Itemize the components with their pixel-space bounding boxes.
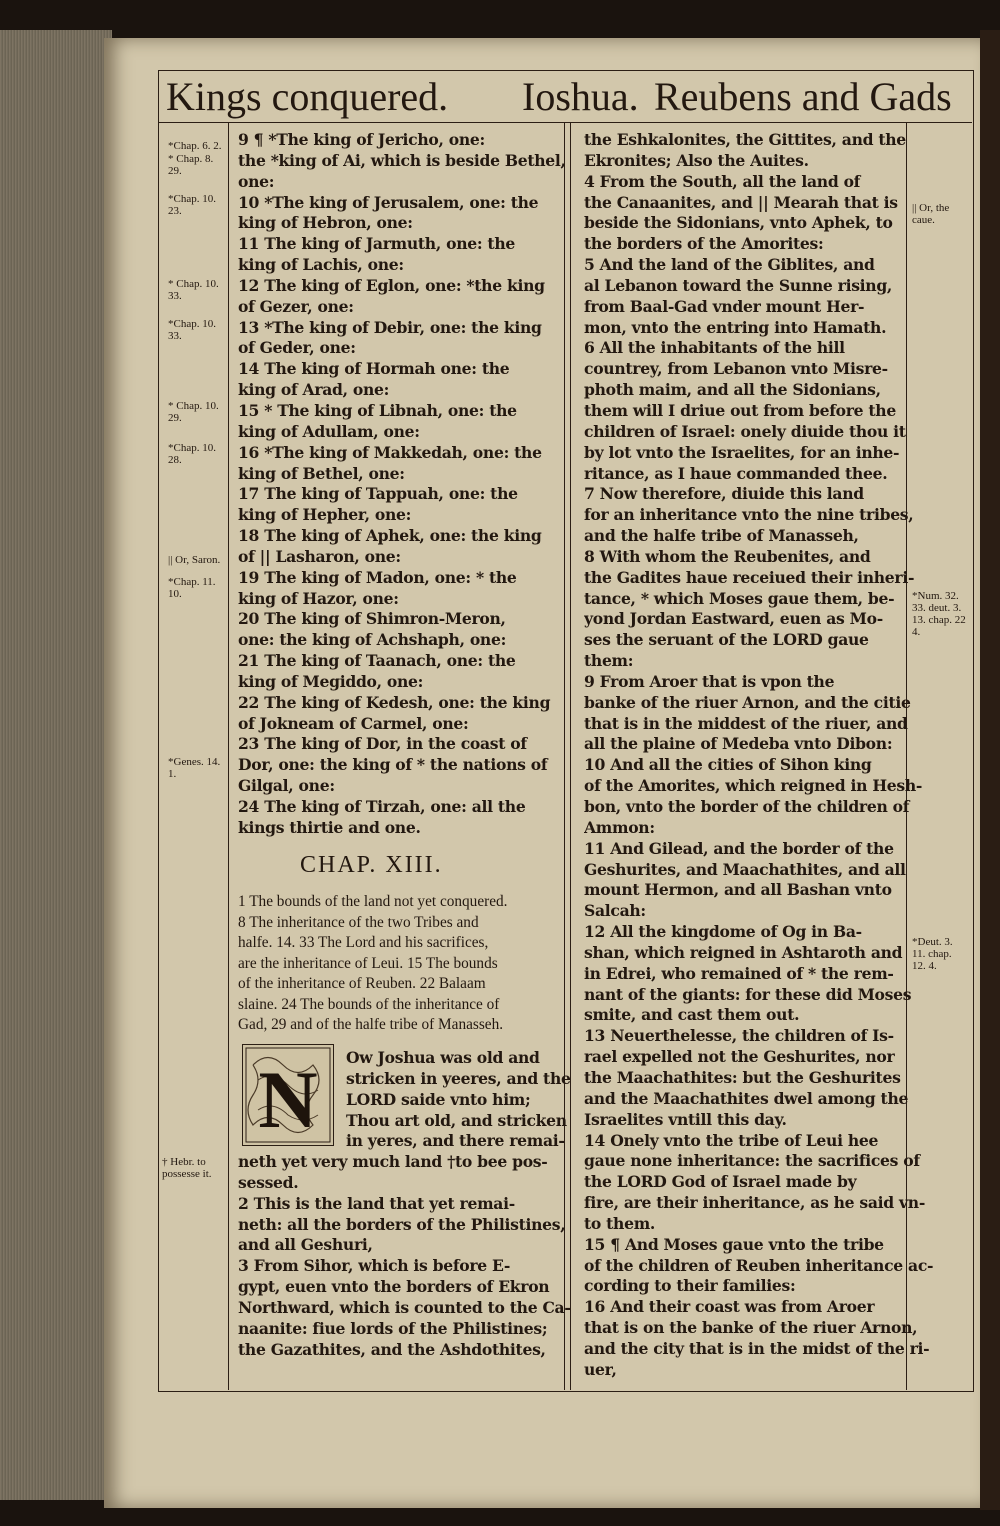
running-header	[166, 72, 976, 122]
verse-line: 16 *The king of Makkedah, one: the	[238, 442, 542, 462]
verse-line: in Edrei, who remained of * the rem-	[584, 963, 894, 983]
verse-line: one:	[238, 171, 275, 191]
margin-note-line: † Hebr. to	[162, 1156, 206, 1168]
verse-line: of Geder, one:	[238, 338, 356, 358]
verse-line: Israelites vntill this day.	[584, 1109, 787, 1129]
verse-line: 7 Now therefore, diuide this land	[584, 484, 864, 504]
verse-line: and all Geshuri,	[238, 1235, 373, 1255]
verse-line: 17 The king of Tappuah, one: the	[238, 484, 518, 504]
verse-line: mon, vnto the entring into Hamath.	[584, 317, 887, 337]
verse-line: 13 Neuerthelesse, the children of Is-	[584, 1026, 894, 1046]
verse-line: in yeres, and there remai-	[346, 1131, 565, 1151]
verse-line: mount Hermon, and all Bashan vnto	[584, 880, 892, 900]
verse-line: from Baal-Gad vnder mount Her-	[584, 296, 865, 316]
verse-line: 22 The king of Kedesh, one: the king	[238, 692, 551, 712]
verse-line: 14 The king of Hormah one: the	[238, 359, 510, 379]
margin-note-line: *Num. 32.	[912, 590, 959, 602]
verse-line: of Gezer, one:	[238, 296, 354, 316]
initial-ornament-icon	[243, 1045, 333, 1145]
verse-line: 20 The king of Shimron-Meron,	[238, 609, 506, 629]
verse-line: 24 The king of Tirzah, one: all the	[238, 797, 526, 816]
margin-note-line: 29.	[168, 165, 182, 177]
verse-line: children of Israel: onely diuide thou it	[584, 421, 906, 441]
margin-note-line: 4.	[912, 626, 921, 638]
verse-line: king of Bethel, one:	[238, 463, 405, 483]
verse-line: them:	[584, 651, 634, 671]
verse-line: naanite: fiue lords of the Philistines;	[238, 1318, 548, 1338]
verse-line: of Jokneam of Carmel, one:	[238, 713, 469, 733]
verse-line: bon, vnto the border of the children of	[584, 797, 910, 816]
verse-line: stricken in yeeres, and the	[346, 1068, 571, 1088]
margin-note-line: 11. chap.	[912, 948, 952, 960]
margin-note-line: 29.	[168, 412, 182, 424]
right-column-text	[584, 130, 933, 1381]
verse-line: Gilgal, one:	[238, 776, 335, 796]
verse-line: beside the Sidonians, vnto Aphek, to	[584, 213, 893, 233]
verse-line: LORD saide vnto him;	[346, 1089, 531, 1109]
margin-note	[168, 756, 220, 780]
summary-line: are the inheritance of Leui. 15 The bounds	[238, 954, 498, 972]
margin-note-line: 33. deut. 3.	[912, 602, 962, 614]
verse-line: 15 * The king of Libnah, one: the	[238, 400, 517, 420]
verse-line: cording to their families:	[584, 1276, 796, 1296]
verse-line: fire, are their inheritance, as he said vn-	[584, 1193, 926, 1213]
verse-line: 16 And their coast was from Aroer	[584, 1297, 875, 1317]
verse-line: 14 Onely vnto the tribe of Leui hee	[584, 1130, 879, 1150]
verse-line: 5 And the land of the Giblites, and	[584, 255, 875, 275]
margin-note-line: 10.	[168, 588, 182, 600]
verse-line: the Eshkalonites, the Gittites, and the	[584, 130, 906, 149]
summary-line: Gad, 29 and of the halfe tribe of Manasseh.	[238, 1016, 504, 1033]
decorated-initial	[242, 1044, 334, 1146]
margin-note-line: 33.	[168, 290, 182, 302]
verse-line: one: the king of Achshaph, one:	[238, 630, 507, 650]
verse-line: king of Hebron, one:	[238, 213, 413, 233]
header-center: Ioshua.	[522, 74, 639, 119]
verse-line: the Maachathites: but the Geshurites	[584, 1067, 901, 1087]
margin-note-line: 33.	[168, 330, 182, 342]
margin-note	[168, 278, 219, 302]
margin-note-line: || Or, the	[912, 202, 950, 214]
margin-note	[162, 1156, 212, 1180]
left-column-text	[238, 130, 566, 839]
verse-line: 8 With whom the Reubenites, and	[584, 546, 871, 566]
verse-line: king of Arad, one:	[238, 380, 390, 400]
verse-line: rael expelled not the Geshurites, nor	[584, 1047, 895, 1067]
verse-line: and the city that is in the midst of the ri-	[584, 1338, 930, 1358]
verse-line: 11 The king of Jarmuth, one: the	[238, 234, 515, 254]
margin-note-line: 13. chap. 22	[912, 614, 966, 626]
verse-line: 21 The king of Taanach, one: the	[238, 651, 516, 671]
margin-note	[168, 153, 213, 177]
verse-line: Thou art old, and stricken	[346, 1110, 567, 1130]
verse-line: king of Hepher, one:	[238, 505, 412, 525]
verse-line: Ow Joshua was old and	[346, 1048, 540, 1067]
verse-line: and the Maachathites dwel among the	[584, 1088, 909, 1108]
header-left: Kings conquered.	[166, 74, 449, 119]
chapter-heading: CHAP. XIII.	[300, 852, 443, 878]
verse-line: al Lebanon toward the Sunne rising,	[584, 275, 893, 295]
verse-line: 3 From Sihor, which is before E-	[238, 1256, 511, 1276]
margin-note	[168, 442, 216, 466]
verse-line: gypt, euen vnto the borders of Ekron	[238, 1277, 550, 1297]
verse-line: 12 All the kingdome of Og in Ba-	[584, 922, 862, 942]
verse-line: and the halfe tribe of Manasseh,	[584, 526, 859, 546]
verse-line: banke of the riuer Arnon, and the citie	[584, 692, 911, 712]
verse-line: 19 The king of Madon, one: * the	[238, 567, 517, 587]
verse-after-initial	[238, 1152, 571, 1360]
verse-line: nant of the giants: for these did Moses	[584, 984, 912, 1004]
verse-line: sessed.	[238, 1172, 299, 1192]
verse-line: king of Megiddo, one:	[238, 671, 424, 691]
verse-line: Northward, which is counted to the Ca-	[238, 1297, 571, 1317]
verse-line: 18 The king of Aphek, one: the king	[238, 526, 542, 546]
verse-line: of || Lasharon, one:	[238, 546, 401, 566]
verse-line: Ekronites; Also the Auites.	[584, 150, 809, 170]
margin-note-line: 12. 4.	[912, 960, 937, 972]
verse-line: the Gadites haue receiued their inheri-	[584, 567, 915, 587]
verse-line: gaue none inheritance: the sacrifices of	[584, 1151, 920, 1171]
verse-line: the LORD God of Israel made by	[584, 1172, 857, 1192]
verse-line: ses the seruant of the LORD gaue	[584, 630, 869, 650]
verse-line: yond Jordan Eastward, euen as Mo-	[584, 609, 883, 629]
margin-note-line: * Chap. 10.	[168, 400, 219, 412]
verse-line: photh maim, and all the Sidonians,	[584, 380, 881, 400]
verse-line: 9 From Aroer that is vpon the	[584, 671, 835, 691]
margin-note-line: *Chap. 10.	[168, 193, 216, 205]
verse-line: 15 ¶ And Moses gaue vnto the tribe	[584, 1234, 884, 1254]
margin-note-line: * Chap. 10.	[168, 278, 219, 290]
margin-note	[168, 576, 216, 600]
verse-line: 6 All the inhabitants of the hill	[584, 338, 845, 358]
verse-line: 2 This is the land that yet remai-	[238, 1193, 515, 1213]
verse-line: 4 From the South, all the land of	[584, 171, 861, 191]
verse-line: 10 *The king of Jerusalem, one: the	[238, 192, 539, 212]
margin-note	[168, 318, 216, 342]
verse-line: the Gazathites, and the Ashdothites,	[238, 1339, 546, 1359]
verse-line: that is on the banke of the riuer Arnon,	[584, 1318, 918, 1338]
verse-line: ritance, as I haue commanded thee.	[584, 463, 888, 483]
svg-text:N: N	[258, 1054, 318, 1145]
verse-line: of the Amorites, which reigned in Hesh-	[584, 776, 923, 796]
verse-line: shan, which reigned in Ashtaroth and	[584, 942, 903, 962]
margin-note	[168, 193, 216, 217]
verse-line: 23 The king of Dor, in the coast of	[238, 734, 527, 754]
verse-line: king of Hazor, one:	[238, 588, 399, 608]
margin-note-line: || Or, Saron.	[168, 554, 221, 566]
margin-note-line: * Chap. 8.	[168, 153, 214, 165]
verse-line: 9 ¶ *The king of Jericho, one:	[238, 130, 485, 149]
verse-line: Dor, one: the king of * the nations of	[238, 755, 548, 775]
summary-line: halfe. 14. 33 The Lord and his sacrifices,	[238, 934, 489, 951]
margin-note-line: *Genes. 14.	[168, 756, 221, 768]
page-stack-edge	[0, 30, 112, 1500]
verse-line: the Canaanites, and || Mearah that is	[584, 192, 898, 212]
margin-note-line: 23.	[168, 205, 182, 217]
summary-line: of the inheritance of Reuben. 22 Balaam	[238, 975, 486, 992]
margin-note-line: *Chap. 10.	[168, 442, 216, 454]
verse-line: uer,	[584, 1359, 617, 1379]
summary-line: 1 The bounds of the land not yet conquered.	[238, 893, 508, 910]
verse-line: for an inheritance vnto the nine tribes,	[584, 505, 914, 525]
verse-line: that is in the middest of the riuer, and	[584, 713, 908, 733]
margin-note-line: 1.	[168, 768, 177, 780]
margin-note-line: 28.	[168, 454, 182, 466]
left-margin-rule	[228, 122, 229, 1390]
margin-note-line: *Chap. 10.	[168, 318, 216, 330]
verse-line: Ammon:	[584, 817, 655, 837]
verse-line: 11 And Gilead, and the border of the	[584, 838, 894, 858]
verse-line: 12 The king of Eglon, one: *the king	[238, 275, 545, 295]
verse-line: 10 And all the cities of Sihon king	[584, 755, 872, 775]
margin-note-line: *Chap. 11.	[168, 576, 216, 588]
book-right-edge	[980, 30, 1000, 1510]
margin-note-line: possesse it.	[162, 1168, 212, 1180]
margin-note	[168, 140, 221, 152]
summary-line: 8 The inheritance of the two Tribes and	[238, 913, 479, 931]
verse-line: the borders of the Amorites:	[584, 234, 824, 254]
verse-line: neth yet very much land †to bee pos-	[238, 1152, 548, 1171]
verse-line: tance, * which Moses gaue them, be-	[584, 588, 895, 608]
verse-line: them will I driue out from before the	[584, 400, 896, 420]
chapter-summary	[238, 892, 507, 1036]
verse-line: kings thirtie and one.	[238, 817, 421, 837]
verse-line: to them.	[584, 1213, 656, 1233]
verse-line: 13 *The king of Debir, one: the king	[238, 317, 542, 337]
verse-line: by lot vnto the Israelites, for an inhe-	[584, 442, 900, 462]
margin-note-line: caue.	[912, 214, 935, 226]
summary-line: slaine. 24 The bounds of the inheritance of	[238, 995, 500, 1013]
margin-note	[168, 554, 220, 566]
verse-beside-initial	[346, 1048, 571, 1152]
margin-note	[168, 400, 219, 424]
verse-line: Salcah:	[584, 901, 646, 921]
verse-line: smite, and cast them out.	[584, 1005, 800, 1025]
verse-line: the *king of Ai, which is beside Bethel,	[238, 150, 566, 170]
verse-line: countrey, from Lebanon vnto Misre-	[584, 359, 888, 379]
header-rule	[158, 122, 972, 123]
header-right: Reubens and Gads	[654, 74, 952, 119]
margin-note-line: *Deut. 3.	[912, 936, 953, 948]
verse-line: all the plaine of Medeba vnto Dibon:	[584, 734, 893, 754]
verse-line: Geshurites, and Maachathites, and all	[584, 859, 906, 879]
verse-line: neth: all the borders of the Philistines,	[238, 1214, 566, 1234]
margin-note-line: *Chap. 6. 2.	[168, 140, 222, 152]
verse-line: of the children of Reuben inheritance ac-	[584, 1255, 934, 1275]
verse-line: king of Adullam, one:	[238, 421, 420, 441]
verse-line: king of Lachis, one:	[238, 255, 404, 275]
